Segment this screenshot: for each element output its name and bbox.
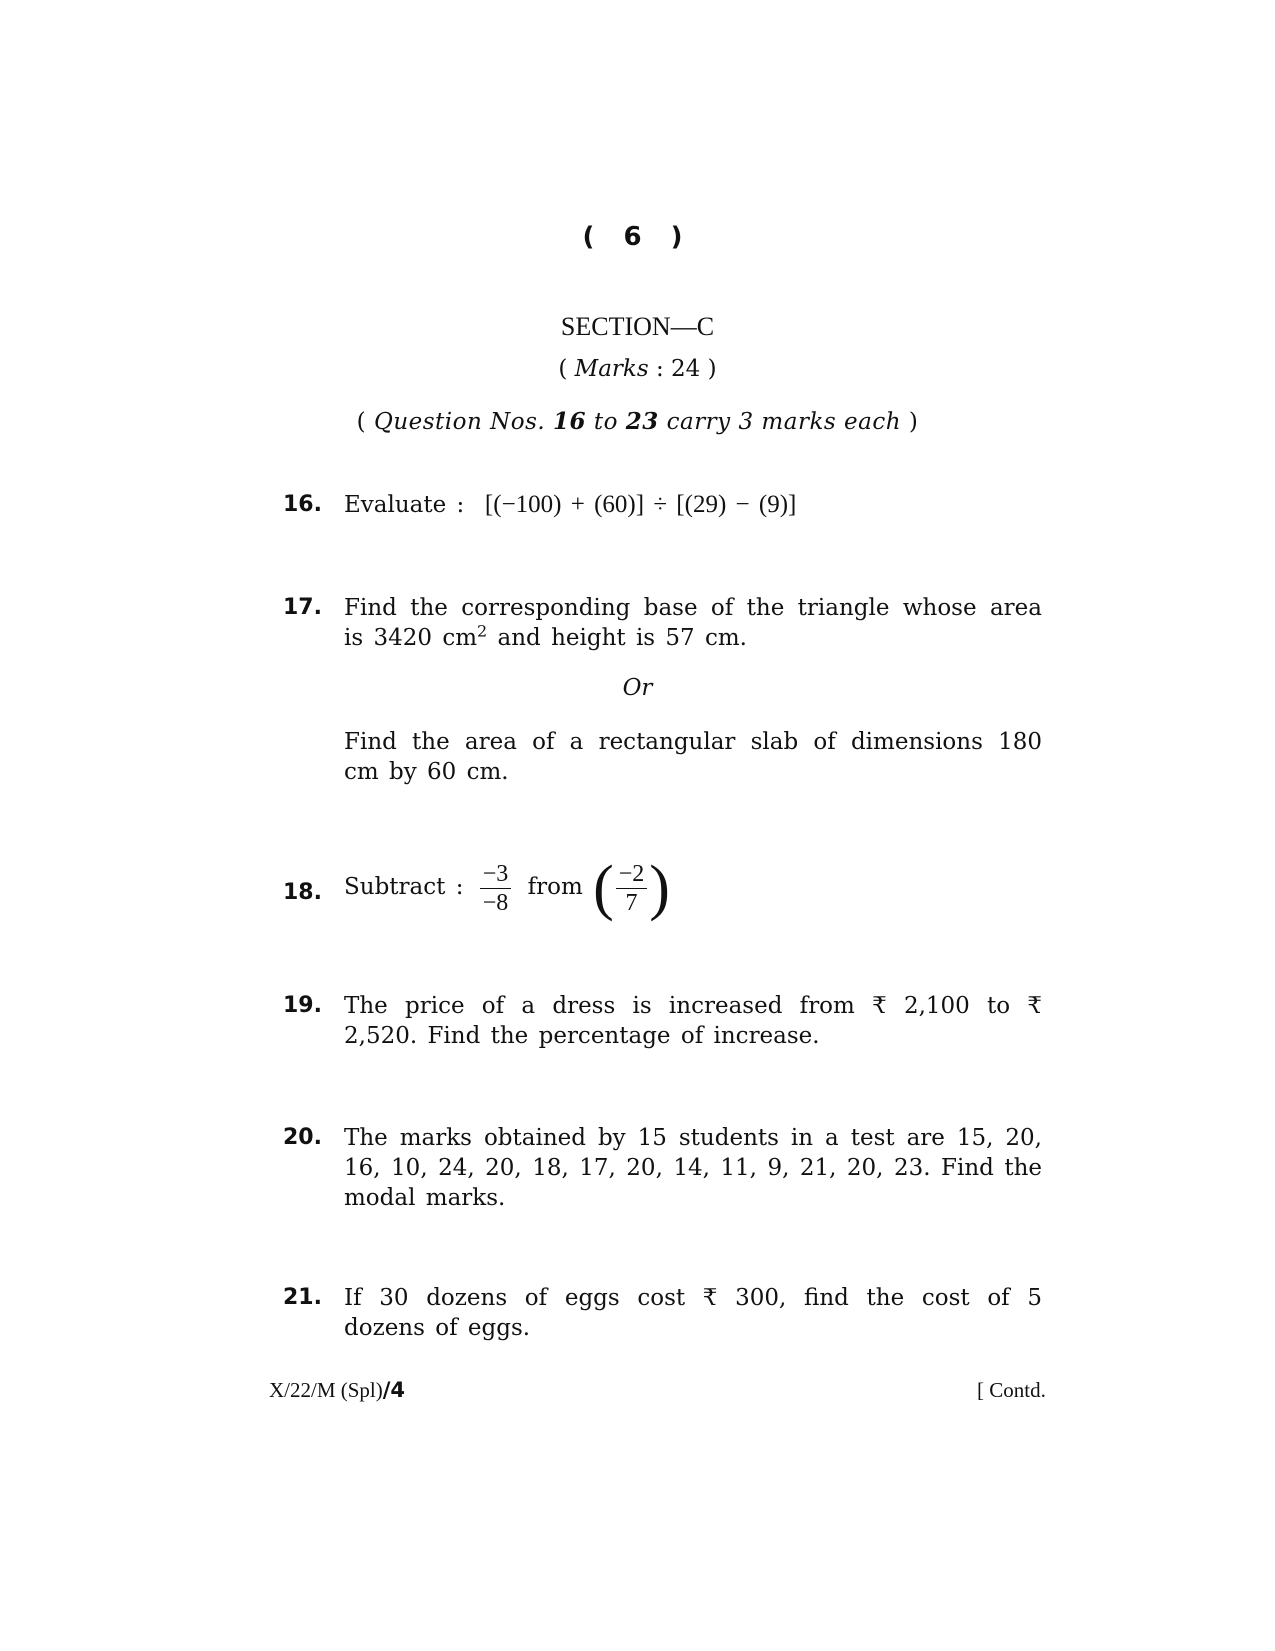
fraction-numerator: −3 — [480, 860, 512, 889]
note-to: 23 — [625, 408, 659, 435]
q17-alt-text: Find the area of a rectangular slab of dimensions 180 cm by 60 cm. — [344, 729, 1042, 785]
question-20 — [283, 1123, 1043, 1223]
note-to-word: to — [593, 409, 618, 435]
q17-superscript: 2 — [477, 621, 488, 641]
note-from: 16 — [553, 408, 587, 435]
footer-code-text: X/22/M (Spl) — [269, 1378, 383, 1402]
note-suffix: carry 3 marks each — [666, 409, 902, 435]
note-prefix: Question Nos. — [373, 409, 546, 435]
question-number: 19. — [283, 993, 322, 1018]
question-text: The price of a dress is increased from ₹ 2,100 to ₹ 2,520. Find the percentage of increase. — [344, 993, 1042, 1049]
fraction-numerator: −2 — [616, 860, 648, 889]
q16-expression: [(−100) + (60)] ÷ [(29) − (9)] — [484, 491, 797, 518]
q18-fraction-2 — [616, 860, 648, 917]
question-21 — [283, 1283, 1043, 1353]
question-number: 21. — [283, 1285, 322, 1310]
q16-colon: : — [456, 492, 465, 518]
question-number: 17. — [283, 595, 322, 620]
question-17 — [283, 593, 1043, 673]
right-paren: ) — [649, 854, 670, 922]
marks-value: : 24 — [655, 356, 701, 382]
q18-from: from — [527, 874, 583, 900]
question-text — [344, 854, 1042, 922]
section-title — [0, 312, 1275, 342]
question-number: 20. — [283, 1125, 322, 1150]
left-paren: ( — [593, 854, 614, 922]
section-title-prefix: S — [560, 312, 576, 341]
question-19 — [283, 991, 1043, 1061]
q18-fraction-1 — [480, 860, 512, 917]
q18-text: Subtract — [344, 874, 446, 900]
q17-line-a: Find the corresponding base of the triangle whose area is 3420 cm — [344, 595, 1042, 651]
fraction-denominator: 7 — [625, 889, 638, 916]
q18-colon: : — [455, 874, 464, 900]
question-text: The marks obtained by 15 students in a test are 15, 20, 16, 10, 24, 20, 18, 17, 20, 14, 11, 9, 21, 20, 23. Find the modal marks. — [344, 1125, 1042, 1211]
question-text — [344, 490, 1042, 520]
question-18 — [283, 854, 1043, 928]
section-note: ( Question Nos. 16 to 23 carry 3 marks each ) — [356, 408, 919, 435]
page-number: ( 6 ) — [582, 222, 693, 252]
section-marks: ( Marks : 24 ) — [558, 356, 717, 382]
section-title-suffix: —C — [670, 312, 715, 341]
q16-text: Evaluate — [344, 492, 447, 518]
question-number: 18. — [283, 880, 322, 905]
q17-line-b: and height is 57 cm. — [487, 625, 747, 651]
footer-code-bold: /4 — [382, 1378, 406, 1402]
q17-or: Or — [622, 675, 653, 701]
footer-code — [269, 1378, 405, 1403]
question-number: 16. — [283, 492, 322, 517]
fraction-denominator: −8 — [482, 889, 509, 916]
footer-contd: [ Contd. — [977, 1378, 1046, 1402]
question-text: If 30 dozens of eggs cost ₹ 300, find the cost of 5 dozens of eggs. — [344, 1285, 1042, 1341]
question-text — [344, 593, 1042, 653]
marks-label: Marks — [574, 356, 649, 382]
section-title-rest: ECTION — [575, 312, 671, 341]
